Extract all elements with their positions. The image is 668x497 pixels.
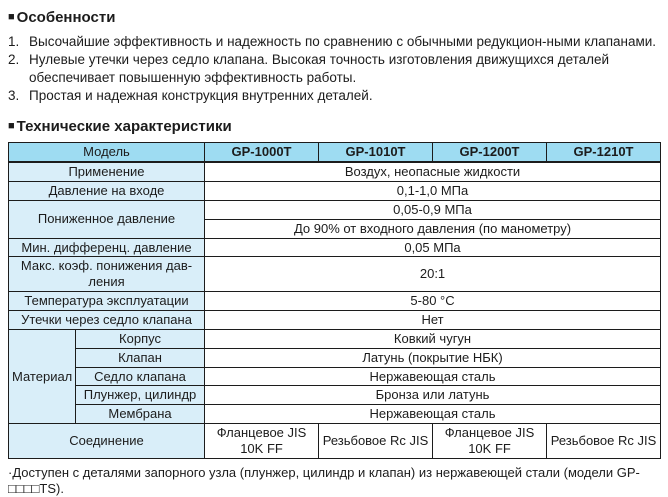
spec-group-label: Материал — [9, 329, 76, 423]
table-header-row — [9, 143, 661, 162]
table-row-inlet-pressure — [9, 182, 661, 201]
specs-title — [8, 118, 660, 135]
specs-title-text: Технические характеристики — [16, 118, 232, 136]
spec-label: Пониженное давление — [9, 200, 205, 238]
spec-value: Нержавеющая сталь — [205, 405, 661, 424]
spec-value: Нержавеющая сталь — [205, 367, 661, 386]
model-name: GP-1000T — [205, 143, 319, 162]
specs-table — [8, 142, 661, 459]
spec-label: Температура эксплуатации — [9, 292, 205, 311]
list-item — [8, 87, 660, 105]
features-list — [8, 33, 660, 105]
spec-value: Латунь (покрытие НБК) — [205, 348, 661, 367]
table-row-material-plunger — [9, 386, 661, 405]
spec-label: Макс. коэф. понижения дав-ления — [9, 257, 205, 292]
model-header-label: Модель — [9, 143, 205, 162]
spec-value: 0,05 МПа — [205, 238, 661, 257]
table-row-operating-temp — [9, 292, 661, 311]
spec-sublabel: Мембрана — [76, 405, 205, 424]
list-item — [8, 33, 660, 51]
model-name: GP-1210T — [547, 143, 661, 162]
table-row-application — [9, 162, 661, 181]
list-item-number: 1. — [8, 34, 20, 49]
table-row-material-body — [9, 329, 661, 348]
spec-value: Воздух, неопасные жидкости — [205, 162, 661, 181]
table-row-seat-leakage — [9, 311, 661, 330]
spec-value: Бронза или латунь — [205, 386, 661, 405]
footnote: ·Доступен с деталями запорного узла (плунжер, цилиндр и клапан) из нержавеющей стали (модели GP-□□□□TS). — [8, 464, 640, 497]
list-item-text: Высочайшие эффективность и надежность по сравнению с обычными редукцион-ными клапанами. — [29, 34, 657, 49]
table-row-material-membrane — [9, 405, 661, 424]
table-row-connection — [9, 424, 661, 459]
table-row-min-diff-pressure — [9, 238, 661, 257]
spec-value: Нет — [205, 311, 661, 330]
spec-value: Резьбовое Rc JIS — [547, 424, 661, 459]
spec-value: Фланцевое JIS 10K FF — [205, 424, 319, 459]
spec-value: Резьбовое Rc JIS — [319, 424, 433, 459]
list-item-number: 2. — [8, 52, 20, 68]
model-name: GP-1010T — [319, 143, 433, 162]
features-title — [8, 9, 660, 26]
section-bullet-icon: ■ — [8, 11, 15, 23]
list-item-number: 3. — [8, 88, 20, 104]
table-row-reduced-pressure-1 — [9, 200, 661, 219]
spec-value: Фланцевое JIS 10K FF — [433, 424, 547, 459]
spec-value: 20:1 — [205, 257, 661, 292]
spec-label: Применение — [9, 162, 205, 181]
table-row-material-seat — [9, 367, 661, 386]
section-bullet-icon: ■ — [8, 120, 15, 133]
spec-sublabel: Корпус — [76, 329, 205, 348]
list-item-text: Простая и надежная конструкция внутренних деталей. — [29, 88, 373, 104]
spec-label: Мин. дифференц. давление — [9, 238, 205, 257]
spec-label: Давление на входе — [9, 182, 205, 201]
spec-label: Утечки через седло клапана — [9, 311, 205, 330]
spec-sublabel: Седло клапана — [76, 367, 205, 386]
spec-sublabel: Клапан — [76, 348, 205, 367]
table-row-material-valve — [9, 348, 661, 367]
spec-sublabel: Плунжер, цилиндр — [76, 386, 205, 405]
table-row-max-reduction-ratio — [9, 257, 661, 292]
model-name: GP-1200T — [433, 143, 547, 162]
features-title-text: Особенности — [16, 9, 116, 26]
spec-value: До 90% от входного давления (по манометру) — [205, 219, 661, 238]
spec-value: 5-80 °C — [205, 292, 661, 311]
spec-label: Соединение — [9, 424, 205, 459]
list-item — [8, 51, 660, 87]
spec-value: Ковкий чугун — [205, 329, 661, 348]
spec-value: 0,05-0,9 МПа — [205, 200, 661, 219]
spec-value: 0,1-1,0 МПа — [205, 182, 661, 201]
list-item-text: Нулевые утечки через седло клапана. Высокая точность изготовления движущихся деталей обеспечивает повышенную эффективность работы. — [29, 52, 610, 86]
